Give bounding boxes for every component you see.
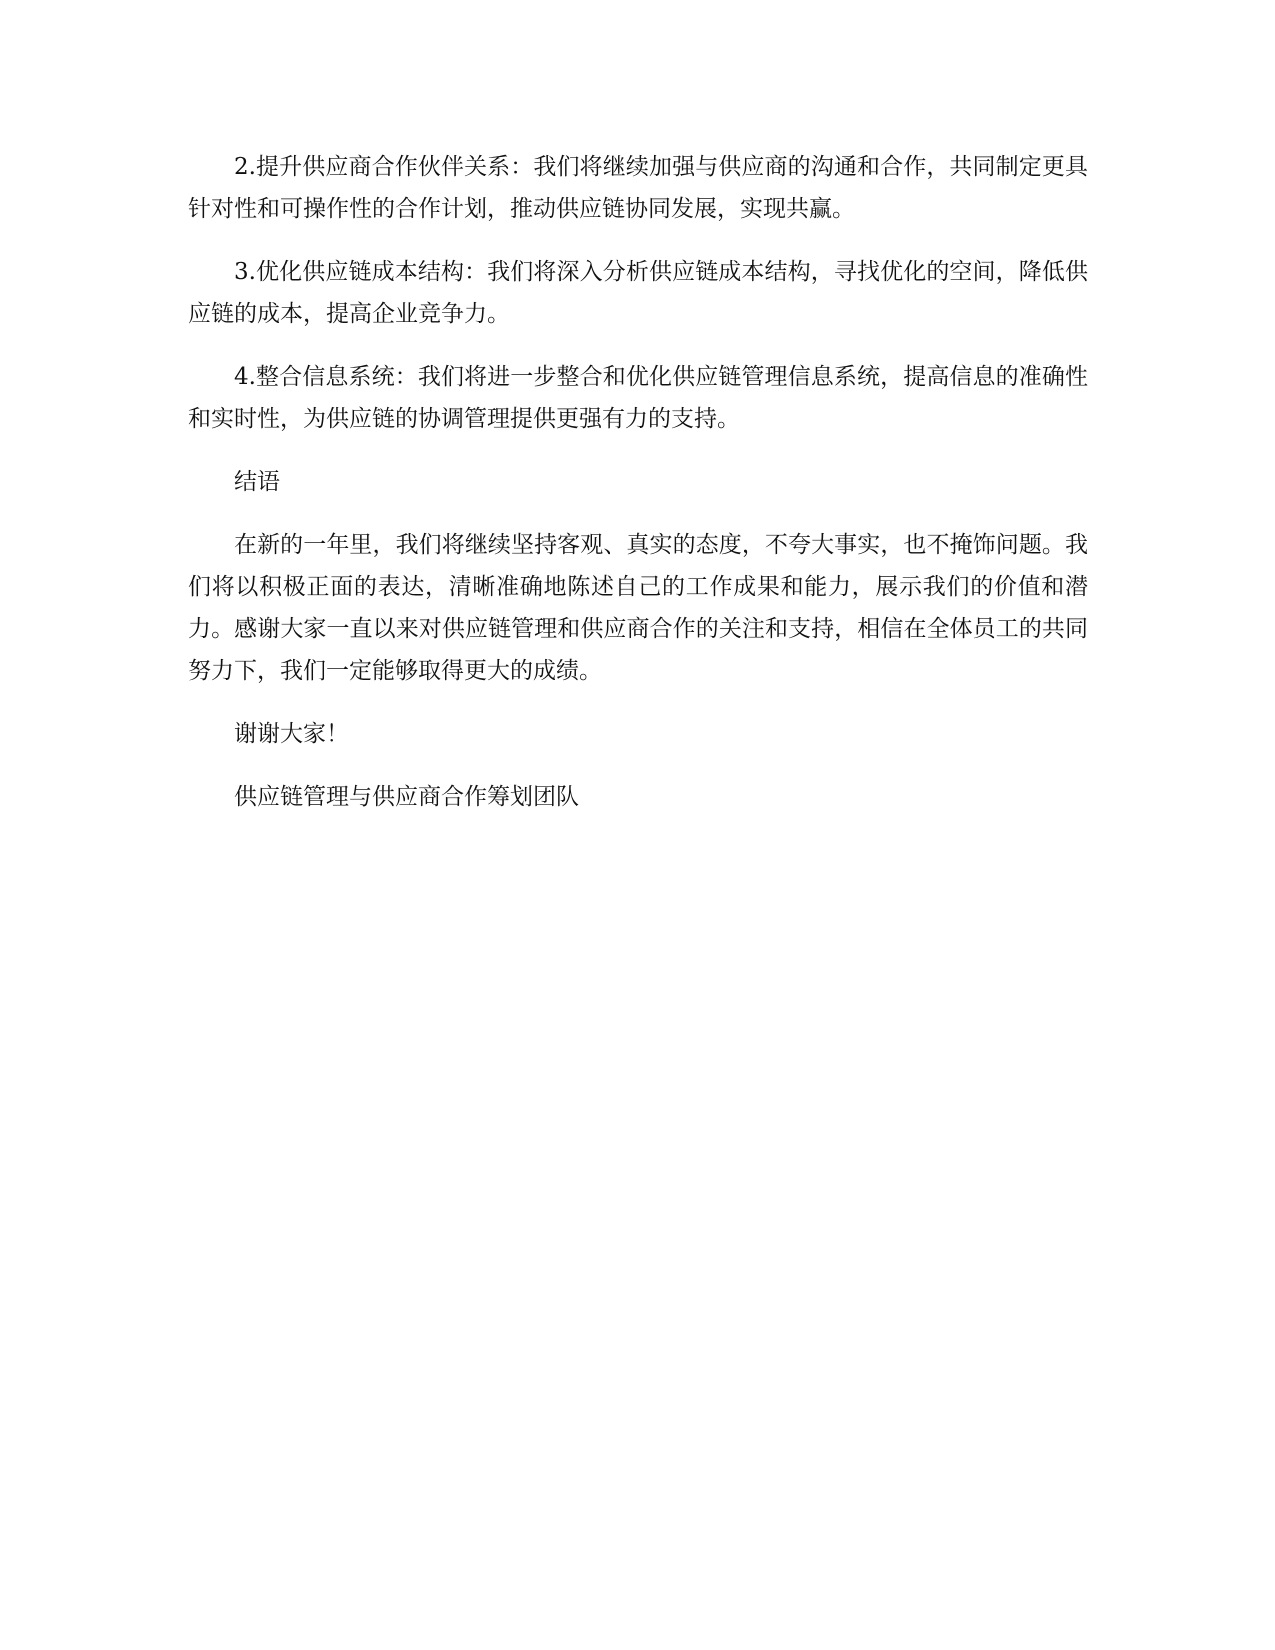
paragraph-conclusion: 在新的一年里，我们将继续坚持客观、真实的态度，不夸大事实，也不掩饰问题。我们将以积极正面的表达，清晰准确地陈述自己的工作成果和能力，展示我们的价值和潜力。感谢大家一直以来对供应链管理和供应商合作的关注和支持，相信在全体员工的共同努力下，我们一定能够取得更大的成绩。	[188, 532, 1088, 684]
section-heading-conclusion: 结语	[234, 469, 280, 495]
paragraph-cost-structure: 3.优化供应链成本结构：我们将深入分析供应链成本结构，寻找优化的空间，降低供应链的成本，提高企业竞争力。	[188, 259, 1088, 327]
document-body	[188, 146, 1088, 839]
closing-thanks: 谢谢大家！	[234, 721, 349, 747]
paragraph-information-system: 4.整合信息系统：我们将进一步整合和优化供应链管理信息系统，提高信息的准确性和实时性，为供应链的协调管理提供更强有力的支持。	[188, 364, 1088, 432]
paragraph-supplier-partnership: 2.提升供应商合作伙伴关系：我们将继续加强与供应商的沟通和合作，共同制定更具针对性和可操作性的合作计划，推动供应链协同发展，实现共赢。	[188, 154, 1088, 222]
signature-team: 供应链管理与供应商合作筹划团队	[234, 784, 579, 810]
